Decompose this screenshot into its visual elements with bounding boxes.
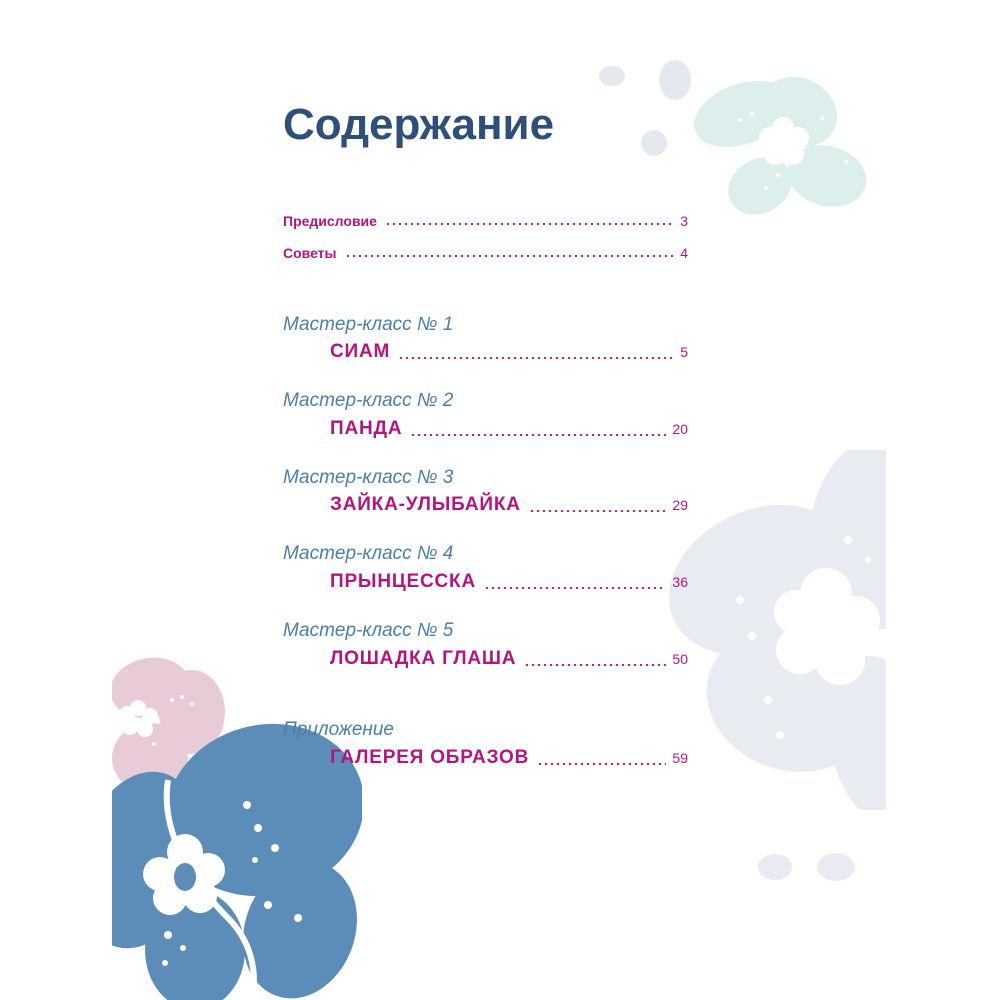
toc-entry-label: ПРЫНЦЕССКА xyxy=(330,571,476,592)
toc-page-number: 4 xyxy=(680,245,688,261)
toc-entry-preface[interactable] xyxy=(283,213,688,229)
toc-entry-class-1[interactable] xyxy=(330,341,688,363)
toc-page-number: 20 xyxy=(672,421,688,437)
dot-leader xyxy=(385,223,674,225)
toc-entry-tips[interactable] xyxy=(283,245,688,261)
flower-mint-icon xyxy=(590,55,880,235)
dot-leader xyxy=(529,510,667,512)
toc-entry-class-5[interactable] xyxy=(330,648,688,670)
page-title: Содержание xyxy=(283,100,555,149)
toc-entry-label: Советы xyxy=(283,245,337,261)
flower-lavender-icon xyxy=(650,450,886,900)
section-heading: Мастер-класс № 2 xyxy=(283,390,454,411)
toc-entry-label: ЗАЙКА-УЛЫБАЙКА xyxy=(330,494,521,515)
toc-entry-class-4[interactable] xyxy=(330,571,688,593)
dot-leader xyxy=(524,664,666,666)
toc-page-number: 5 xyxy=(680,344,688,360)
toc-page-number: 29 xyxy=(672,497,688,513)
section-heading: Мастер-класс № 3 xyxy=(283,467,454,488)
dot-leader xyxy=(398,357,674,359)
toc-entry-label: Предисловие xyxy=(283,213,377,229)
toc-entry-label: ЛОШАДКА ГЛАША xyxy=(330,648,517,669)
toc-page-number: 50 xyxy=(672,651,688,667)
dot-leader xyxy=(537,763,666,765)
toc-entry-label: СИАМ xyxy=(330,341,391,362)
toc-page-number: 3 xyxy=(680,213,688,229)
dot-leader xyxy=(484,587,666,589)
section-heading: Приложение xyxy=(283,719,394,740)
section-heading: Мастер-класс № 1 xyxy=(283,314,454,335)
flower-blue-icon xyxy=(112,650,362,1000)
toc-entry-appendix[interactable] xyxy=(330,747,688,769)
toc-entry-class-2[interactable] xyxy=(330,418,688,440)
toc-entry-label: ПАНДА xyxy=(330,418,403,439)
section-heading: Мастер-класс № 5 xyxy=(283,620,454,641)
toc-page-number: 59 xyxy=(672,750,688,766)
dot-leader xyxy=(410,434,666,436)
toc-entry-label: ГАЛЕРЕЯ ОБРАЗОВ xyxy=(330,747,530,768)
toc-page-number: 36 xyxy=(672,574,688,590)
section-heading: Мастер-класс № 4 xyxy=(283,543,454,564)
toc-entry-class-3[interactable] xyxy=(330,494,688,516)
dot-leader xyxy=(345,255,675,257)
